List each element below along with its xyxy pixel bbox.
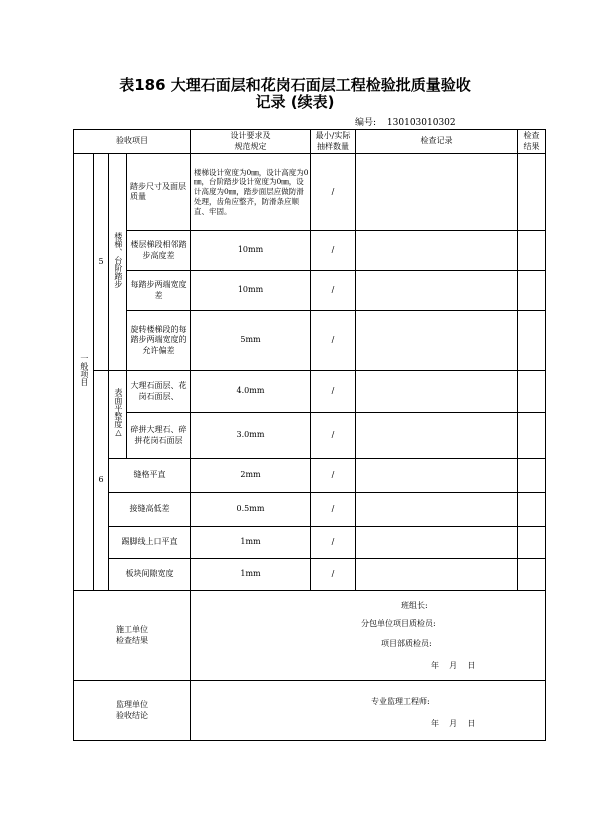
table-row — [74, 271, 546, 311]
engineer-label: 专业监理工程师: — [371, 697, 430, 706]
item5-no: 5 — [94, 154, 109, 371]
group-cell — [74, 154, 94, 591]
row-result[interactable] — [518, 527, 546, 559]
table-row — [74, 371, 546, 413]
code-value: 130103010302 — [386, 118, 456, 128]
row-result[interactable] — [518, 154, 546, 231]
group-label: 一般项目 — [79, 354, 89, 387]
header-item: 验收项目 — [74, 130, 191, 154]
row-result[interactable] — [518, 559, 546, 591]
row-sample: / — [311, 271, 356, 311]
row-result[interactable] — [518, 371, 546, 413]
supervision-label: 监理单位 验收结论 — [74, 681, 191, 741]
row-result[interactable] — [518, 231, 546, 271]
row-req: 3.0mm — [191, 413, 311, 459]
row-record[interactable] — [356, 413, 518, 459]
supervision-sign-area[interactable] — [191, 681, 546, 741]
row-record[interactable] — [356, 371, 518, 413]
header-sample-count: 最小/实际 抽样数量 — [311, 130, 356, 154]
row-req: 楼梯设计宽度为0㎜，设计高度为0㎜，台阶踏步设计宽度为0㎜，设计高度为0㎜，踏步面层应做防滑处理，齿角应整齐，防滑条应顺直、牢固。 — [191, 154, 311, 231]
row-sample: / — [311, 459, 356, 493]
row-name: 踢脚线上口平直 — [109, 527, 191, 559]
item5-label-cell — [109, 154, 127, 371]
inspection-table — [73, 129, 546, 741]
construction-date: 年 月 日 — [431, 661, 476, 670]
row-name: 缝格平直 — [109, 459, 191, 493]
row-req: 5mm — [191, 311, 311, 371]
row-record[interactable] — [356, 271, 518, 311]
form-title-line2: 记录 (续表) — [255, 93, 335, 111]
table-row — [74, 493, 546, 527]
row-sample: / — [311, 154, 356, 231]
row-req: 2mm — [191, 459, 311, 493]
row-result[interactable] — [518, 493, 546, 527]
proj-inspector-label: 项目部质检员: — [381, 639, 432, 648]
row-result[interactable] — [518, 311, 546, 371]
construction-sign-area[interactable] — [191, 591, 546, 681]
row-sample: / — [311, 413, 356, 459]
construction-row — [74, 591, 546, 681]
header-design-req: 设计要求及 规范规定 — [191, 130, 311, 154]
table-row — [74, 527, 546, 559]
row-result[interactable] — [518, 413, 546, 459]
team-leader-label: 班组长: — [401, 601, 428, 610]
row-record[interactable] — [356, 311, 518, 371]
item6-sub-cell — [109, 371, 127, 459]
row-name: 每踏步两端宽度差 — [127, 271, 191, 311]
row-record[interactable] — [356, 154, 518, 231]
row-req: 10mm — [191, 271, 311, 311]
row-req: 4.0mm — [191, 371, 311, 413]
row-sample: / — [311, 559, 356, 591]
table-row — [74, 231, 546, 271]
supervision-date: 年 月 日 — [431, 719, 476, 728]
row-sample: / — [311, 493, 356, 527]
row-name: 楼层梯段相邻踏步高度差 — [127, 231, 191, 271]
row-name: 板块间隙宽度 — [109, 559, 191, 591]
row-result[interactable] — [518, 459, 546, 493]
row-record[interactable] — [356, 527, 518, 559]
construction-label: 施工单位 检查结果 — [74, 591, 191, 681]
row-name: 旋转楼梯段的每踏步两端宽度的允许偏差 — [127, 311, 191, 371]
header-check-result: 检查 结果 — [518, 130, 546, 154]
supervision-row — [74, 681, 546, 741]
row-record[interactable] — [356, 493, 518, 527]
row-req: 1mm — [191, 559, 311, 591]
row-record[interactable] — [356, 459, 518, 493]
row-sample: / — [311, 311, 356, 371]
form-code — [355, 115, 456, 128]
table-row — [74, 154, 546, 231]
row-record[interactable] — [356, 231, 518, 271]
header-check-record: 检查记录 — [356, 130, 518, 154]
form-title-line1: 表186 大理石面层和花岗石面层工程检验批质量验收 — [119, 76, 471, 94]
table-row — [74, 413, 546, 459]
row-name: 接缝高低差 — [109, 493, 191, 527]
item6-no: 6 — [94, 371, 109, 591]
table-row — [74, 559, 546, 591]
row-result[interactable] — [518, 271, 546, 311]
row-req: 10mm — [191, 231, 311, 271]
row-req: 1mm — [191, 527, 311, 559]
header-row — [74, 130, 546, 154]
row-name: 大理石面层、花岗石面层、 — [127, 371, 191, 413]
item6-sub-label: 表面平整度△ — [113, 388, 123, 438]
item5-label: 楼梯、台阶踏步 — [113, 232, 123, 289]
row-sample: / — [311, 371, 356, 413]
row-sample: / — [311, 231, 356, 271]
table-row — [74, 459, 546, 493]
code-label: 编号: — [355, 118, 377, 128]
table-row — [74, 311, 546, 371]
row-name: 踏步尺寸及面层质量 — [127, 154, 191, 231]
sub-inspector-label: 分包单位项目质检员: — [361, 619, 436, 628]
row-sample: / — [311, 527, 356, 559]
row-name: 碎拼大理石、碎拼花岗石面层 — [127, 413, 191, 459]
row-req: 0.5mm — [191, 493, 311, 527]
row-record[interactable] — [356, 559, 518, 591]
